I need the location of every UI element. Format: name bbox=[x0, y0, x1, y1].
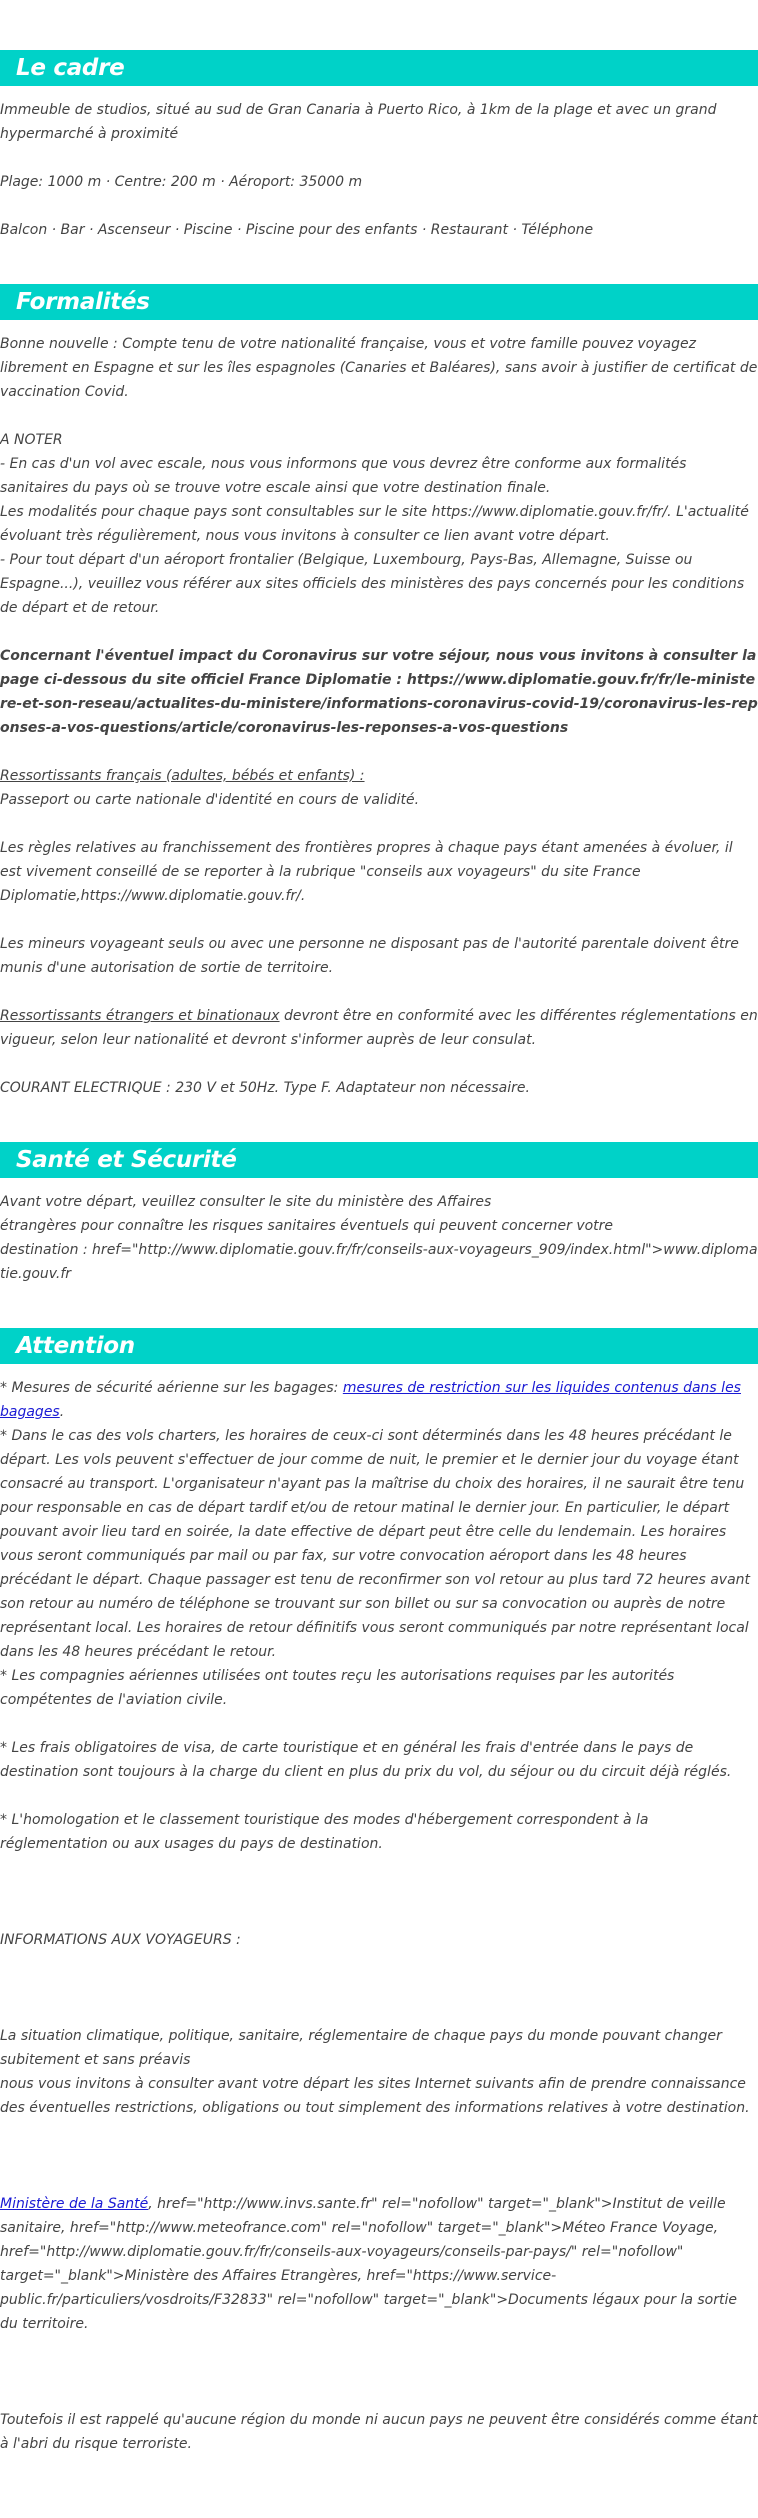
situation-line: La situation climatique, politique, sanitaire, réglementaire de chaque pays du monde pouvant changer subitement et sans préavis bbox=[0, 2028, 722, 2068]
charter-flights: * Dans le cas des vols charters, les horaires de ceux-ci sont déterminés dans les 48 heures précédant le départ. Les vols peuvent s'effectuer de jour comme de nuit, le premier et le dernier jour du voyage étant consacré au transport. L'organisateur n'ayant pas la maîtrise du choix des horaires, il ne saurait être tenu pour responsable en cas de départ tardif et/ou de retour matinal le dernier jour. En particulier, le départ pouvant avoir lieu tard en soirée, la date effective de départ peut être celle du lendemain. Les horaires vous seront communiqués par mail ou par fax, sur votre convocation aéroport dans les 48 heures précédant le départ. Chaque passager est tenu de reconfirmer son vol retour au plus tard 72 heures avant son retour au numéro de téléphone se trouvant sur son billet ou sur sa convocation ou auprès de notre représentant local. Les horaires de retour définitifs vous seront communiqués par notre représentant local dans les 48 heures précédant le retour. bbox=[0, 1428, 751, 1660]
section-heading: Attention bbox=[0, 1328, 758, 1364]
section-sante bbox=[0, 1142, 758, 1286]
section-heading: Le cadre bbox=[0, 50, 758, 86]
sante-line: étrangères pour connaître les risques sanitaires éventuels qui peuvent concerner votre bbox=[0, 1218, 614, 1234]
security-measures-suffix: . bbox=[59, 1404, 65, 1420]
useful-links-text: , href="http://www.invs.sante.fr" rel="nofollow" target="_blank">Institut de veille sanitaire, href="http://www.meteofrance.com" rel="nofollow" target="_blank">Méteo France Voyage, href="http://www.diplomatie.gouv.fr/fr/conseils-aux-voyageurs/conseils-par-pays/" rel="nofollow" target="_blank">Ministère des Affaires Etrangères, href="https://www.service-public.fr/particuliers/vosdroits/F32833" rel="nofollow" target="_blank">Documents légaux pour la sortie du territoire. bbox=[0, 2196, 737, 2332]
security-measures-prefix: * Mesures de sécurité aérienne sur les bagages: bbox=[0, 1380, 343, 1396]
mandatory-fees: * Les frais obligatoires de visa, de carte touristique et en général les frais d'entrée dans le pays de destination sont toujours à la charge du client en plus du prix du vol, du séjour ou du circuit déjà réglés. bbox=[0, 1740, 732, 1780]
note-line: - En cas d'un vol avec escale, nous vous informons que vous devrez être conforme aux formalités sanitaires du pays où se trouve votre escale ainsi que votre destination finale. bbox=[0, 456, 687, 496]
minors-rules: Les mineurs voyageant seuls ou avec une personne ne disposant pas de l'autorité parentale doivent être munis d'une autorisation de sortie de territoire. bbox=[0, 936, 739, 976]
note-line: Les modalités pour chaque pays sont consultables sur le site https://www.diplomatie.gouv.fr/fr/. L'actualité évoluant très régulièrement, nous vous invitons à consulter ce lien avant votre départ. bbox=[0, 504, 749, 544]
security-measures bbox=[0, 1376, 758, 1424]
liquids-restriction-link[interactable]: mesures de restriction sur les liquides contenus dans les bagages bbox=[0, 1380, 741, 1420]
cadre-distances: Plage: 1000 m · Centre: 200 m · Aéroport: 35000 m bbox=[0, 174, 363, 190]
section-formalites bbox=[0, 284, 758, 1100]
situation-line: nous vous invitons à consulter avant votre départ les sites Internet suivants afin de prendre connaissance des éventuelles restrictions, obligations ou tout simplement des informations relatives à votre destination. bbox=[0, 2076, 750, 2116]
french-nationals-text: Passeport ou carte nationale d'identité en cours de validité. bbox=[0, 792, 420, 808]
note-title: A NOTER bbox=[0, 432, 63, 448]
foreign-nationals bbox=[0, 1004, 758, 1052]
foreign-nationals-text: devront être en conformité avec les différentes réglementations en vigueur, selon leur nationalité et devront s'informer auprès de leur consulat. bbox=[0, 1008, 758, 1048]
terror-risk: Toutefois il est rappelé qu'aucune région du monde ni aucun pays ne peuvent être considérés comme étant à l'abri du risque terroriste. bbox=[0, 2412, 758, 2452]
ministere-sante-link[interactable]: Ministère de la Santé bbox=[0, 2196, 149, 2212]
foreign-nationals-title: Ressortissants étrangers et binationaux bbox=[0, 1008, 280, 1024]
airlines-authorization: * Les compagnies aériennes utilisées ont toutes reçu les autorisations requises par les autorités compétentes de l'aviation civile. bbox=[0, 1668, 675, 1708]
info-voyageurs-title: INFORMATIONS AUX VOYAGEURS : bbox=[0, 1932, 241, 1948]
section-heading: Santé et Sécurité bbox=[0, 1142, 758, 1178]
sante-line: destination : href="http://www.diplomatie.gouv.fr/fr/conseils-aux-voyageurs_909/index.html">www.diplomatie.gouv.fr bbox=[0, 1242, 758, 1282]
electric-current: COURANT ELECTRIQUE : 230 V et 50Hz. Type F. Adaptateur non nécessaire. bbox=[0, 1080, 530, 1096]
cadre-amenities: Balcon · Bar · Ascenseur · Piscine · Piscine pour des enfants · Restaurant · Téléphone bbox=[0, 222, 594, 238]
sante-line: Avant votre départ, veuillez consulter le site du ministère des Affaires bbox=[0, 1194, 492, 1210]
coronavirus-notice: Concernant l'éventuel impact du Coronavirus sur votre séjour, nous vous invitons à consulter la page ci-dessous du site officiel France Diplomatie : https://www.diplomatie.gouv.fr/fr/le-ministere-et-son-reseau/actualites-du-ministere/informations-coronavirus-covid-19/coronavirus-les-reponses-a-vos-questions/article/coronavirus-les-reponses-a-vos-questions bbox=[0, 648, 758, 736]
formalites-good-news: Bonne nouvelle : Compte tenu de votre nationalité française, vous et votre famille pouvez voyagez librement en Espagne et sur les îles espagnoles (Canaries et Baléares), sans avoir à justifier de certificat de vaccination Covid. bbox=[0, 336, 758, 400]
useful-links bbox=[0, 2192, 758, 2336]
borders-rules: Les règles relatives au franchissement des frontières propres à chaque pays étant amenées à évoluer, il est vivement conseillé de se reporter à la rubrique "conseils aux voyageurs" du site France Diplomatie,https://www.diplomatie.gouv.fr/. bbox=[0, 840, 733, 904]
homologation: * L'homologation et le classement touristique des modes d'hébergement correspondent à la réglementation ou aux usages du pays de destination. bbox=[0, 1812, 649, 1852]
french-nationals-title: Ressortissants français (adultes, bébés et enfants) : bbox=[0, 768, 365, 784]
cadre-description: Immeuble de studios, situé au sud de Gran Canaria à Puerto Rico, à 1km de la plage et avec un grand hypermarché à proximité bbox=[0, 102, 717, 142]
section-heading: Formalités bbox=[0, 284, 758, 320]
section-cadre bbox=[0, 50, 758, 242]
note-line: - Pour tout départ d'un aéroport frontalier (Belgique, Luxembourg, Pays-Bas, Allemagne, Suisse ou Espagne...), veuillez vous référer aux sites officiels des ministères des pays concernés pour les conditions de départ et de retour. bbox=[0, 552, 745, 616]
section-attention bbox=[0, 1328, 758, 2456]
